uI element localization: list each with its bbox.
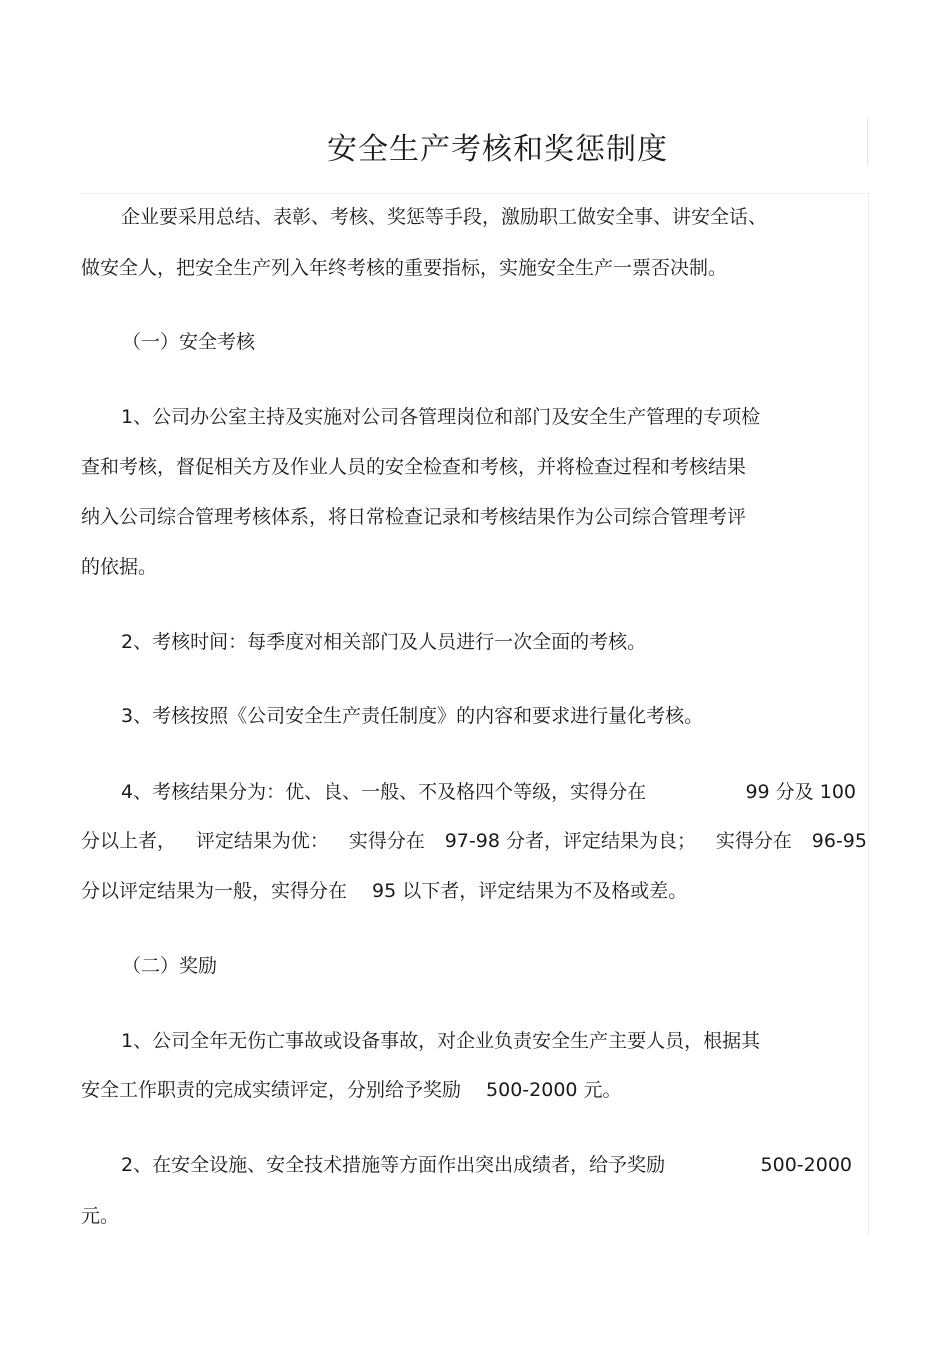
assessment-item-4-text-2a: 分以上者， [81,830,177,852]
assessment-item-4-text-2b: 评定结果为优： [195,830,329,852]
assessment-item-4-text-2e: 实得分在 [715,830,792,852]
title-divider [80,193,870,194]
section-heading-rewards: （二）奖励 [122,955,218,977]
reward-item-1-line-2: 安全工作职责的完成实绩评定，分别给予奖励 500-2000 元。 [81,1079,622,1101]
document-title: 安全生产考核和奖惩制度 [327,132,668,167]
page-right-border [868,195,869,1235]
reward-item-2-text-1b: 500-2000 [760,1154,852,1176]
assessment-item-4-line-2 [81,829,867,853]
assessment-item-1-line-2: 查和考核，督促相关方及作业人员的安全检查和考核，并将检查过程和考核结果 [81,456,747,478]
assessment-item-1-line-4: 的依据。 [81,556,158,578]
reward-item-2-line-2: 元。 [81,1205,120,1227]
assessment-item-1-line-3: 纳入公司综合管理考核体系，将日常检查记录和考核结果作为公司综合管理考评 [81,506,747,528]
assessment-item-4-text-1b: 99 分及 100 [745,781,856,803]
reward-item-2-text-1a: 2、在安全设施、安全技术措施等方面作出突出成绩者，给予奖励 [121,1154,666,1176]
assessment-item-4-text-2c: 实得分在 [348,830,425,852]
assessment-item-4-text-2f: 96-95 [811,830,867,852]
reward-item-2-line-1 [121,1153,852,1177]
intro-line-2: 做安全人，把安全生产列入年终考核的重要指标，实施安全生产一票否决制。 [81,257,728,279]
reward-item-1-line-1: 1、公司全年无伤亡事故或设备事故，对企业负责安全生产主要人员，根据其 [121,1030,761,1052]
page-edge-mark [867,118,868,166]
assessment-item-4-text-2d: 97-98 分者，评定结果为良； [444,830,696,852]
intro-line-1: 企业要采用总结、表彰、考核、奖惩等手段，激励职工做安全事、讲安全话、 [121,206,768,228]
assessment-item-4-text-1a: 4、考核结果分为：优、良、一般、不及格四个等级，实得分在 [121,781,647,803]
assessment-item-3: 3、考核按照《公司安全生产责任制度》的内容和要求进行量化考核。 [121,705,704,727]
assessment-item-1-line-1: 1、公司办公室主持及实施对公司各管理岗位和部门及安全生产管理的专项检 [121,406,761,428]
assessment-item-4-line-3: 分以评定结果为一般，实得分在 95 以下者，评定结果为不及格或差。 [81,880,688,902]
section-heading-assessment: （一）安全考核 [122,331,256,353]
assessment-item-4-line-1 [121,780,856,804]
assessment-item-2: 2、考核时间：每季度对相关部门及人员进行一次全面的考核。 [121,631,647,653]
